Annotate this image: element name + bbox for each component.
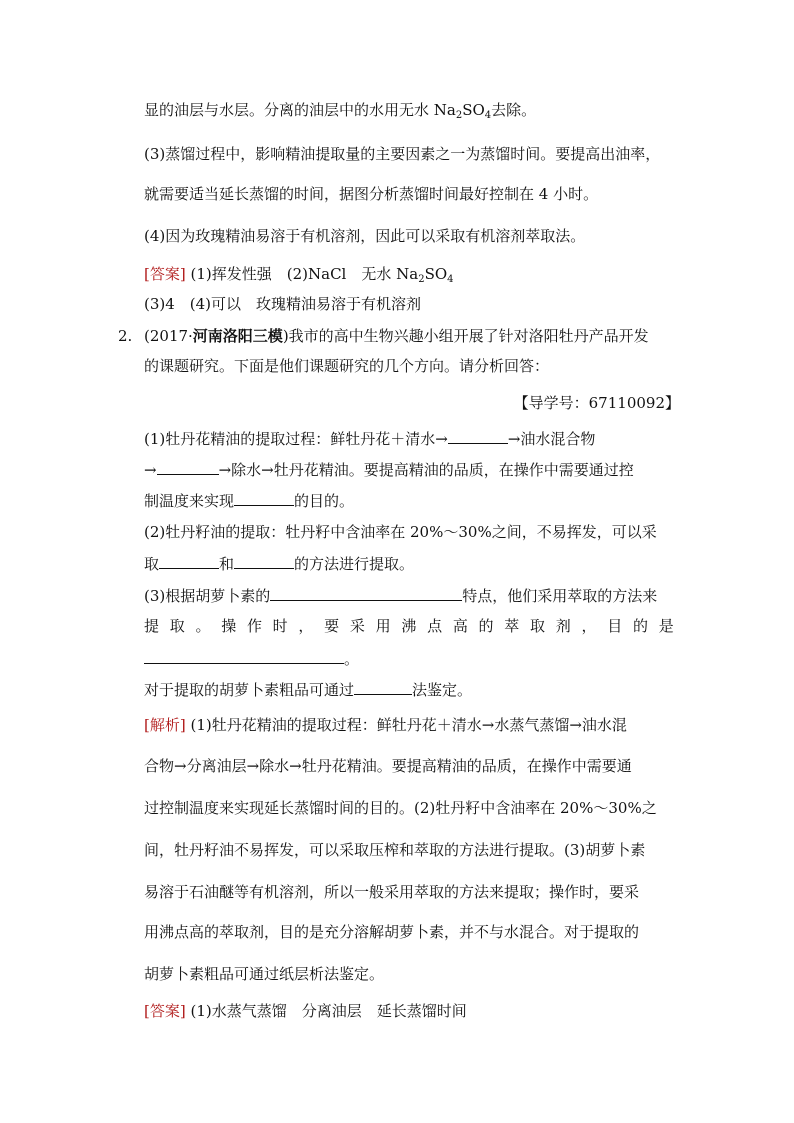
- question-line: [144, 326, 649, 346]
- answer-line: [144, 1001, 467, 1021]
- text: 对于提取的胡萝卜素粗品可通过: [144, 681, 355, 699]
- char: ，: [298, 617, 314, 635]
- char: 用: [375, 617, 391, 635]
- text: (1)牡丹花精油的提取过程：鲜牡丹花＋清水→: [144, 430, 448, 448]
- question-line: [144, 679, 472, 700]
- question-line: [144, 490, 354, 511]
- char: 萃: [504, 617, 520, 635]
- answer-line: (3)4 (4)可以 玫瑰精油易溶于有机溶剂: [144, 295, 422, 313]
- char: 时: [272, 617, 288, 635]
- subscript: 4: [447, 274, 454, 285]
- text: )我市的高中生物兴趣小组开展了针对洛阳牡丹产品开发: [282, 327, 649, 345]
- char: 是: [658, 617, 674, 635]
- analysis-line: 间，牡丹籽油不易挥发，可以采取压榨和萃取的方法进行提取。(3)胡萝卜素: [144, 841, 646, 859]
- reference-number: 【导学号：67110092】: [513, 394, 680, 412]
- answer-blank: [144, 648, 344, 664]
- text: 的目的。: [294, 492, 355, 510]
- answer-blank: [448, 428, 508, 444]
- analysis-line: 胡萝卜素粗品可通过纸层析法鉴定。: [144, 965, 385, 983]
- text-line: 就需要适当延长蒸馏的时间，据图分析蒸馏时间最好控制在 4 小时。: [144, 185, 599, 203]
- question-line: 的课题研究。下面是他们课题研究的几个方向。请分析回答：: [144, 357, 550, 375]
- answer-blank: [159, 553, 219, 569]
- char: 取: [530, 617, 546, 635]
- question-line: [144, 459, 634, 480]
- analysis-tag: [解析]: [144, 716, 186, 734]
- text: (2017·: [144, 327, 193, 345]
- justified-line: [144, 616, 674, 636]
- text: SO: [424, 265, 448, 283]
- text: →油水混合物: [507, 430, 596, 448]
- text: →: [144, 461, 157, 479]
- question-line: [144, 585, 657, 606]
- text: 特点，他们采用萃取的方法来: [462, 587, 658, 605]
- text-line: (4)因为玫瑰精油易溶于有机溶剂，因此可以采取有机溶剂萃取法。: [144, 227, 586, 245]
- text: 取: [144, 555, 160, 573]
- answer-blank: [157, 459, 219, 475]
- question-line: (2)牡丹籽油的提取：牡丹籽中含油率在 20%～30%之间，不易挥发，可以采: [144, 523, 657, 541]
- char: 点: [427, 617, 443, 635]
- question-number: 2.: [118, 327, 133, 345]
- answer-blank: [234, 490, 294, 506]
- analysis-line: 用沸点高的萃取剂，目的是充分溶解胡萝卜素，并不与水混合。对于提取的: [144, 923, 640, 941]
- char: ，: [581, 617, 597, 635]
- analysis-line: 过控制温度来实现延长蒸馏时间的目的。(2)牡丹籽中含油率在 20%～30%之: [144, 799, 657, 817]
- answer-tag: [答案]: [144, 1002, 186, 1020]
- char: 剂: [555, 617, 571, 635]
- subscript: 2: [418, 274, 425, 285]
- analysis-line: 易溶于石油醚等有机溶剂，所以一般采用萃取的方法来提取；操作时，要采: [144, 883, 640, 901]
- char: 作: [246, 617, 262, 635]
- text: 去除。: [491, 101, 537, 119]
- char: 操: [221, 617, 237, 635]
- char: 提: [144, 617, 160, 635]
- char: 的: [478, 617, 494, 635]
- text: (1)水蒸气蒸馏 分离油层 延长蒸馏时间: [190, 1002, 467, 1020]
- answer-blank: [354, 679, 412, 695]
- analysis-line: 合物→分离油层→除水→牡丹花精油。要提高精油的品质，在操作中需要通: [144, 757, 632, 775]
- subscript: 4: [484, 110, 492, 121]
- source-label: 河南洛阳三模: [192, 327, 283, 345]
- char: 沸: [401, 617, 417, 635]
- text: (1)挥发性强 (2)NaCl 无水 Na: [190, 265, 419, 283]
- text: 的方法进行提取。: [294, 555, 415, 573]
- char: 取: [169, 617, 185, 635]
- subscript: 2: [455, 110, 463, 121]
- text: (1)牡丹花精油的提取过程：鲜牡丹花＋清水→水蒸气蒸馏→油水混: [190, 716, 627, 734]
- char: 目: [607, 617, 623, 635]
- char: 采: [349, 617, 365, 635]
- answer-blank: [270, 585, 462, 601]
- question-line: [144, 428, 595, 449]
- text: →除水→牡丹花精油。要提高精油的品质，在操作中需要通过控: [218, 461, 634, 479]
- char: 。: [195, 617, 211, 635]
- analysis-line: [144, 715, 627, 735]
- text: 和: [219, 555, 235, 573]
- question-line: [144, 648, 359, 669]
- text: 法鉴定。: [412, 681, 473, 699]
- char: 要: [324, 617, 340, 635]
- answer-line: [144, 264, 454, 284]
- char: 高: [452, 617, 468, 635]
- text-line: [144, 100, 536, 120]
- char: 的: [632, 617, 648, 635]
- text: 。: [344, 650, 360, 668]
- text: 显的油层与水层。分离的油层中的水用无水 Na: [144, 101, 456, 119]
- answer-tag: [答案]: [144, 265, 186, 283]
- question-line: [144, 553, 414, 574]
- text: (3)根据胡萝卜素的: [144, 587, 271, 605]
- answer-blank: [234, 553, 294, 569]
- text: 制温度来实现: [144, 492, 235, 510]
- text-line: (3)蒸馏过程中，影响精油提取量的主要因素之一为蒸馏时间。要提高出油率，: [144, 145, 661, 163]
- text: SO: [462, 101, 485, 119]
